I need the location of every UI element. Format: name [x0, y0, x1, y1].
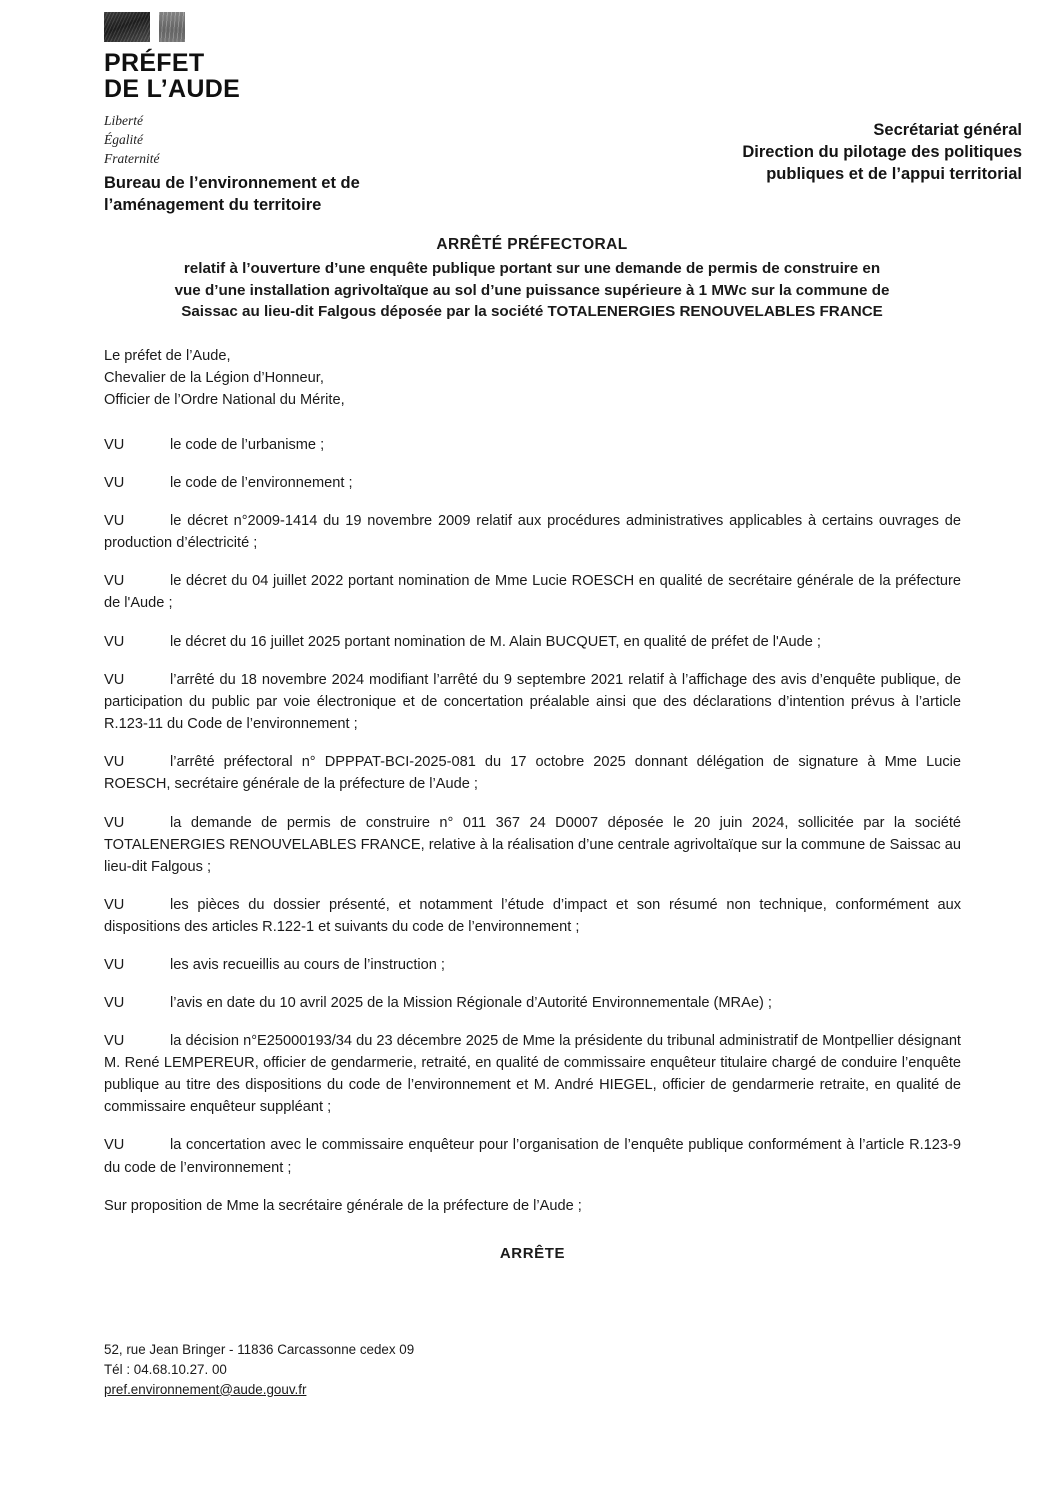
service-department-block: [552, 120, 1022, 186]
document-type-heading: ARRÊTÉ PRÉFECTORAL: [436, 236, 628, 253]
preamble-line-2: Chevalier de la Légion d’Honneur,: [104, 370, 324, 387]
vu-clause: [104, 992, 961, 1014]
vu-clause-text: le décret n°2009-1414 du 19 novembre 2009 relatif aux procédures administratives applicables à certains ouvrages de production d’électricité ;: [104, 512, 961, 552]
document-object-line-3: Saissac au lieu-dit Falgous déposée par la société TOTALENERGIES RENOUVELABLES FRANCE: [181, 303, 883, 321]
vu-keyword: VU: [104, 671, 125, 688]
vu-keyword: VU: [104, 474, 125, 491]
footer-contact-block: [104, 1340, 414, 1399]
service-line-1: Secrétariat général: [873, 121, 1022, 139]
vu-keyword: VU: [104, 897, 125, 914]
masthead: [104, 12, 404, 168]
vu-clause-text: la décision n°E25000193/34 du 23 décembre 2025 de Mme la présidente du tribunal administratif de Montpellier désignant M. René LEMPEREUR, officier de gendarmerie, retraité, en qualité de commissaire enquêteur titulaire chargé de conduire l’enquête publique au titre des dispositions du code de l’environnement et M. André HIEGEL, officier de gendarmerie retraite, en qualité de commissaire enquêteur suppléant ;: [104, 1032, 961, 1116]
document-body: [104, 345, 961, 1266]
vu-clause-text: les pièces du dossier présenté, et notamment l’étude d’impact et son résumé non technique, conformément aux dispositions des articles R.122-1 et suivants du code de l’environnement ;: [104, 897, 961, 936]
preamble-line-1: Le préfet de l’Aude,: [104, 348, 231, 364]
vu-clause: [104, 434, 961, 456]
vu-clause: [104, 631, 961, 653]
vu-clause-text: le code de l’urbanisme ;: [170, 436, 325, 453]
bureau-block: [104, 172, 504, 216]
motto-fraternite: Fraternité: [104, 151, 160, 167]
motto-egalite: Égalité: [104, 132, 143, 148]
vu-keyword: VU: [104, 994, 125, 1011]
vu-clause-text: le décret du 16 juillet 2025 portant nomination de M. Alain BUCQUET, en qualité de préfet de l'Aude ;: [170, 633, 821, 650]
vu-clause-text: les avis recueillis au cours de l’instruction ;: [170, 957, 445, 974]
marianne-emblem-left-block: [104, 12, 150, 42]
vu-keyword: VU: [104, 957, 125, 974]
vu-keyword: VU: [104, 436, 125, 453]
vu-keyword: VU: [104, 512, 125, 529]
vu-clause: [104, 570, 961, 614]
vu-keyword: VU: [104, 814, 125, 831]
vu-clause-text: l’arrêté préfectoral n° DPPPAT-BCI-2025-081 du 17 octobre 2025 donnant délégation de signature à Mme Lucie ROESCH, secrétaire générale de la préfecture de l’Aude ;: [104, 754, 961, 793]
vu-clause-text: l’avis en date du 10 avril 2025 de la Mission Régionale d’Autorité Environnementale (MRAe) ;: [170, 994, 772, 1011]
document-object-line-2: vue d’une installation agrivoltaïque au sol d’une puissance supérieure à 1 MWc sur la commune de: [174, 281, 890, 299]
vu-keyword: VU: [104, 573, 125, 590]
service-line-3: publiques et de l’appui territorial: [766, 164, 1022, 183]
vu-clause-text: l’arrêté du 18 novembre 2024 modifiant l’arrêté du 9 septembre 2021 relatif à l’affichage des avis d’enquête publique, de participation du public par voie électronique et de concertation préalable ainsi que des déclarations d’intention prévus à l’article R.123-11 du Code de l’environnement ;: [104, 671, 961, 733]
document-object: [104, 258, 960, 323]
vu-clause-text: la demande de permis de construire n° 011 367 24 D0007 déposée le 20 juin 2024, sollicitée par la société TOTALENERGIES RENOUVELABLES FRANCE, relative à la réalisation d’une centrale agrivoltaïque sur la commune de Saissac au lieu-dit Falgous ;: [104, 814, 961, 875]
republic-motto: [104, 111, 404, 168]
vu-clause: [104, 812, 961, 879]
bureau-line-1: Bureau de l’environnement et de: [104, 174, 360, 192]
footer-phone: Tél : 04.68.10.27. 00: [104, 1361, 227, 1377]
vu-clause-text: la concertation avec le commissaire enquêteur pour l’organisation de l’enquête publique conformément à l’article R.123-9 du code de l’environnement ;: [104, 1137, 961, 1176]
document-object-line-1: relatif à l’ouverture d’une enquête publique portant sur une demande de permis de construire en: [183, 260, 881, 277]
vu-clause: [104, 472, 961, 494]
vu-clause: [104, 1030, 961, 1119]
vu-clause: [104, 669, 961, 736]
preamble-block: [104, 345, 961, 412]
decision-heading: ARRÊTE: [499, 1244, 566, 1262]
marianne-emblem-right-block: [159, 12, 185, 42]
vu-clause-text: le code de l’environnement ;: [170, 474, 353, 491]
vu-clause: [104, 894, 961, 938]
vu-clause: [104, 751, 961, 795]
prefecture-title: [104, 50, 404, 102]
vu-keyword: VU: [104, 633, 125, 650]
footer-email-link[interactable]: pref.environnement@aude.gouv.fr: [104, 1381, 307, 1397]
document-title-block: [104, 236, 960, 323]
motto-liberte: Liberté: [104, 113, 143, 128]
vu-clause-text: le décret du 04 juillet 2022 portant nomination de Mme Lucie ROESCH en qualité de secrétaire générale de la préfecture de l'Aude ;: [104, 573, 961, 612]
footer-address: 52, rue Jean Bringer - 11836 Carcassonne cedex 09: [104, 1342, 415, 1357]
vu-keyword: VU: [104, 1137, 125, 1154]
vu-clause: [104, 954, 961, 976]
vu-clause: [104, 1134, 961, 1178]
vu-keyword: VU: [104, 1032, 125, 1049]
marianne-emblem-icon: [104, 12, 404, 44]
prefecture-title-line-2: DE L’AUDE: [104, 75, 241, 103]
preamble-line-3: Officier de l’Ordre National du Mérite,: [104, 392, 345, 409]
service-line-2: Direction du pilotage des politiques: [742, 142, 1022, 161]
prefecture-title-line-1: PRÉFET: [104, 49, 205, 77]
vu-keyword: VU: [104, 754, 125, 771]
bureau-line-2: l’aménagement du territoire: [104, 196, 322, 215]
vu-clause: [104, 510, 961, 554]
proposition-clause: Sur proposition de Mme la secrétaire générale de la préfecture de l’Aude ;: [104, 1197, 582, 1214]
